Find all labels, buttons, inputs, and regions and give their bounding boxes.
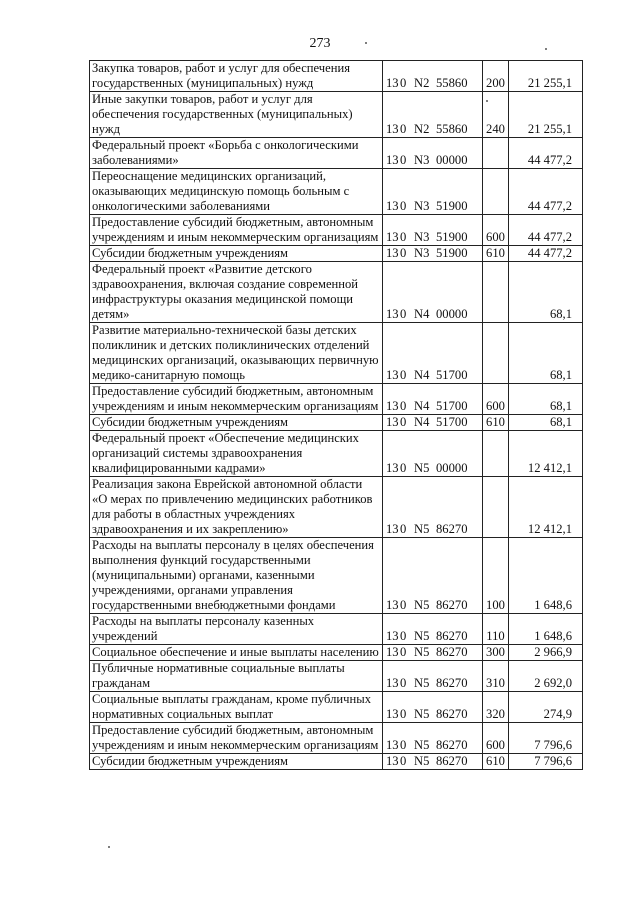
row-sum: 21 255,1 [509, 92, 583, 138]
code-part: 0 [400, 707, 407, 721]
code-part: 00000 [436, 153, 468, 167]
code-part: 0 [400, 598, 407, 612]
table-row [90, 431, 583, 477]
code-part: 13 [386, 707, 399, 721]
code-part: 0 [400, 676, 407, 690]
code-part: 86270 [436, 645, 468, 659]
scan-speck [486, 100, 488, 102]
code-part: 13 [386, 76, 399, 90]
table-row [90, 415, 583, 431]
code-part: 51700 [436, 368, 468, 382]
row-name: Реализация закона Еврейской автономной области «О мерах по привлечению медицинских работников для работы в областных учреждениях здравоохранения и их закреплению» [90, 477, 383, 538]
code-part: 13 [386, 522, 399, 536]
code-part: 00000 [436, 307, 468, 321]
row-name: Предоставление субсидий бюджетным, автономным учреждениям и иным некоммерческим организациям [90, 384, 383, 415]
code-part: 13 [386, 738, 399, 752]
row-kvr: 300 [483, 645, 509, 661]
row-name: Социальные выплаты гражданам, кроме публичных нормативных социальных выплат [90, 692, 383, 723]
row-code [383, 431, 483, 477]
table-row [90, 384, 583, 415]
row-name: Переоснащение медицинских организаций, оказывающих медицинскую помощь больным с онкологическими заболеваниями [90, 169, 383, 215]
row-sum: 44 477,2 [509, 169, 583, 215]
row-code [383, 754, 483, 770]
row-name: Субсидии бюджетным учреждениям [90, 754, 383, 770]
code-part: 0 [400, 307, 407, 321]
code-part: N2 [414, 76, 430, 90]
code-part: 13 [386, 598, 399, 612]
code-part: 0 [400, 754, 407, 768]
row-kvr [483, 262, 509, 323]
row-kvr [483, 477, 509, 538]
code-part: N3 [414, 246, 430, 260]
code-part: 0 [400, 415, 407, 429]
code-part: 00000 [436, 461, 468, 475]
row-code [383, 169, 483, 215]
code-part: 51900 [436, 230, 468, 244]
row-name: Федеральный проект «Развитие детского здравоохранения, включая создание современной инфраструктуры оказания медицинской помощи детям» [90, 262, 383, 323]
row-code [383, 723, 483, 754]
row-kvr: 610 [483, 246, 509, 262]
row-sum: 21 255,1 [509, 61, 583, 92]
row-code [383, 692, 483, 723]
row-kvr: 600 [483, 215, 509, 246]
code-part: 86270 [436, 598, 468, 612]
code-part: 0 [400, 522, 407, 536]
table-row [90, 246, 583, 262]
code-part: 13 [386, 246, 399, 260]
row-code [383, 323, 483, 384]
table-row [90, 92, 583, 138]
code-part: 0 [400, 738, 407, 752]
scan-speck [545, 48, 547, 50]
code-part: 55860 [436, 122, 468, 136]
row-sum: 12 412,1 [509, 431, 583, 477]
code-part: 55860 [436, 76, 468, 90]
row-code [383, 138, 483, 169]
code-part: 86270 [436, 754, 468, 768]
code-part: N4 [414, 399, 430, 413]
code-part: N5 [414, 461, 430, 475]
code-part: 51900 [436, 246, 468, 260]
row-name: Субсидии бюджетным учреждениям [90, 415, 383, 431]
row-kvr: 600 [483, 384, 509, 415]
table-row [90, 538, 583, 614]
row-code [383, 538, 483, 614]
code-part: 13 [386, 629, 399, 643]
row-code [383, 384, 483, 415]
row-code [383, 92, 483, 138]
row-kvr: 200 [483, 61, 509, 92]
row-kvr: 110 [483, 614, 509, 645]
row-name: Развитие материально-технической базы детских поликлиник и детских поликлинических отделений медицинских организаций, оказывающих первичную медико-санитарную помощь [90, 323, 383, 384]
code-part: 86270 [436, 629, 468, 643]
table-row [90, 645, 583, 661]
code-part: 86270 [436, 707, 468, 721]
row-code [383, 661, 483, 692]
table-row [90, 692, 583, 723]
row-sum: 2 966,9 [509, 645, 583, 661]
code-part: 0 [400, 461, 407, 475]
code-part: 51700 [436, 415, 468, 429]
code-part: 51700 [436, 399, 468, 413]
row-code [383, 614, 483, 645]
row-sum: 274,9 [509, 692, 583, 723]
code-part: N3 [414, 230, 430, 244]
row-kvr [483, 431, 509, 477]
code-part: 0 [400, 230, 407, 244]
code-part: 13 [386, 153, 399, 167]
code-part: 0 [400, 153, 407, 167]
row-kvr [483, 138, 509, 169]
table-row [90, 61, 583, 92]
row-name: Иные закупки товаров, работ и услуг для обеспечения государственных (муниципальных) нужд [90, 92, 383, 138]
row-sum: 1 648,6 [509, 614, 583, 645]
table-row [90, 215, 583, 246]
code-part: 0 [400, 629, 407, 643]
row-sum: 1 648,6 [509, 538, 583, 614]
code-part: N5 [414, 598, 430, 612]
code-part: 13 [386, 199, 399, 213]
table-row [90, 477, 583, 538]
code-part: N5 [414, 738, 430, 752]
code-part: 13 [386, 122, 399, 136]
row-code [383, 645, 483, 661]
table-row [90, 754, 583, 770]
code-part: N4 [414, 368, 430, 382]
code-part: 0 [400, 645, 407, 659]
code-part: 13 [386, 676, 399, 690]
code-part: 13 [386, 415, 399, 429]
row-code [383, 415, 483, 431]
row-kvr: 610 [483, 415, 509, 431]
row-sum: 12 412,1 [509, 477, 583, 538]
row-name: Расходы на выплаты персоналу казенных учреждений [90, 614, 383, 645]
code-part: 0 [400, 368, 407, 382]
table-row [90, 661, 583, 692]
scan-speck [108, 846, 110, 848]
row-kvr: 240 [483, 92, 509, 138]
row-code [383, 262, 483, 323]
code-part: 86270 [436, 738, 468, 752]
row-name: Предоставление субсидий бюджетным, автономным учреждениям и иным некоммерческим организациям [90, 215, 383, 246]
row-code [383, 61, 483, 92]
row-name: Расходы на выплаты персоналу в целях обеспечения выполнения функций государственными (муниципальными) органами, казенными учреждениями, органами управления государственными внебюджетными фондами [90, 538, 383, 614]
row-kvr: 100 [483, 538, 509, 614]
row-sum: 44 477,2 [509, 138, 583, 169]
row-name: Социальное обеспечение и иные выплаты населению [90, 645, 383, 661]
code-part: N4 [414, 415, 430, 429]
row-code [383, 215, 483, 246]
code-part: 0 [400, 246, 407, 260]
code-part: 86270 [436, 522, 468, 536]
row-sum: 7 796,6 [509, 754, 583, 770]
budget-table [89, 60, 583, 770]
code-part: 13 [386, 461, 399, 475]
table-row [90, 169, 583, 215]
code-part: N5 [414, 629, 430, 643]
page-number: 273 [309, 36, 331, 51]
code-part: 0 [400, 122, 407, 136]
row-sum: 68,1 [509, 323, 583, 384]
row-name: Федеральный проект «Борьба с онкологическими заболеваниями» [90, 138, 383, 169]
code-part: 86270 [436, 676, 468, 690]
code-part: N5 [414, 676, 430, 690]
row-sum: 68,1 [509, 262, 583, 323]
code-part: 13 [386, 230, 399, 244]
code-part: N3 [414, 199, 430, 213]
row-code [383, 477, 483, 538]
table-row [90, 614, 583, 645]
code-part: 0 [400, 199, 407, 213]
code-part: N3 [414, 153, 430, 167]
code-part: N2 [414, 122, 430, 136]
row-name: Федеральный проект «Обеспечение медицинских организаций системы здравоохранения квалифицированными кадрами» [90, 431, 383, 477]
row-kvr: 320 [483, 692, 509, 723]
table-row [90, 138, 583, 169]
row-name: Предоставление субсидий бюджетным, автономным учреждениям и иным некоммерческим организациям [90, 723, 383, 754]
table-row [90, 723, 583, 754]
row-sum: 2 692,0 [509, 661, 583, 692]
row-sum: 68,1 [509, 415, 583, 431]
code-part: 13 [386, 645, 399, 659]
row-kvr [483, 323, 509, 384]
row-sum: 7 796,6 [509, 723, 583, 754]
row-name: Публичные нормативные социальные выплаты гражданам [90, 661, 383, 692]
row-kvr: 610 [483, 754, 509, 770]
code-part: 51900 [436, 199, 468, 213]
code-part: N5 [414, 754, 430, 768]
code-part: 0 [400, 399, 407, 413]
code-part: 13 [386, 399, 399, 413]
row-code [383, 246, 483, 262]
row-sum: 44 477,2 [509, 246, 583, 262]
scan-speck [365, 42, 367, 44]
code-part: N5 [414, 522, 430, 536]
code-part: 13 [386, 307, 399, 321]
code-part: N5 [414, 645, 430, 659]
row-sum: 44 477,2 [509, 215, 583, 246]
table-row [90, 323, 583, 384]
row-kvr: 600 [483, 723, 509, 754]
row-kvr [483, 169, 509, 215]
row-name: Субсидии бюджетным учреждениям [90, 246, 383, 262]
code-part: N4 [414, 307, 430, 321]
row-name: Закупка товаров, работ и услуг для обеспечения государственных (муниципальных) нужд [90, 61, 383, 92]
code-part: 13 [386, 754, 399, 768]
row-kvr: 310 [483, 661, 509, 692]
row-sum: 68,1 [509, 384, 583, 415]
table-row [90, 262, 583, 323]
code-part: 0 [400, 76, 407, 90]
code-part: 13 [386, 368, 399, 382]
code-part: N5 [414, 707, 430, 721]
